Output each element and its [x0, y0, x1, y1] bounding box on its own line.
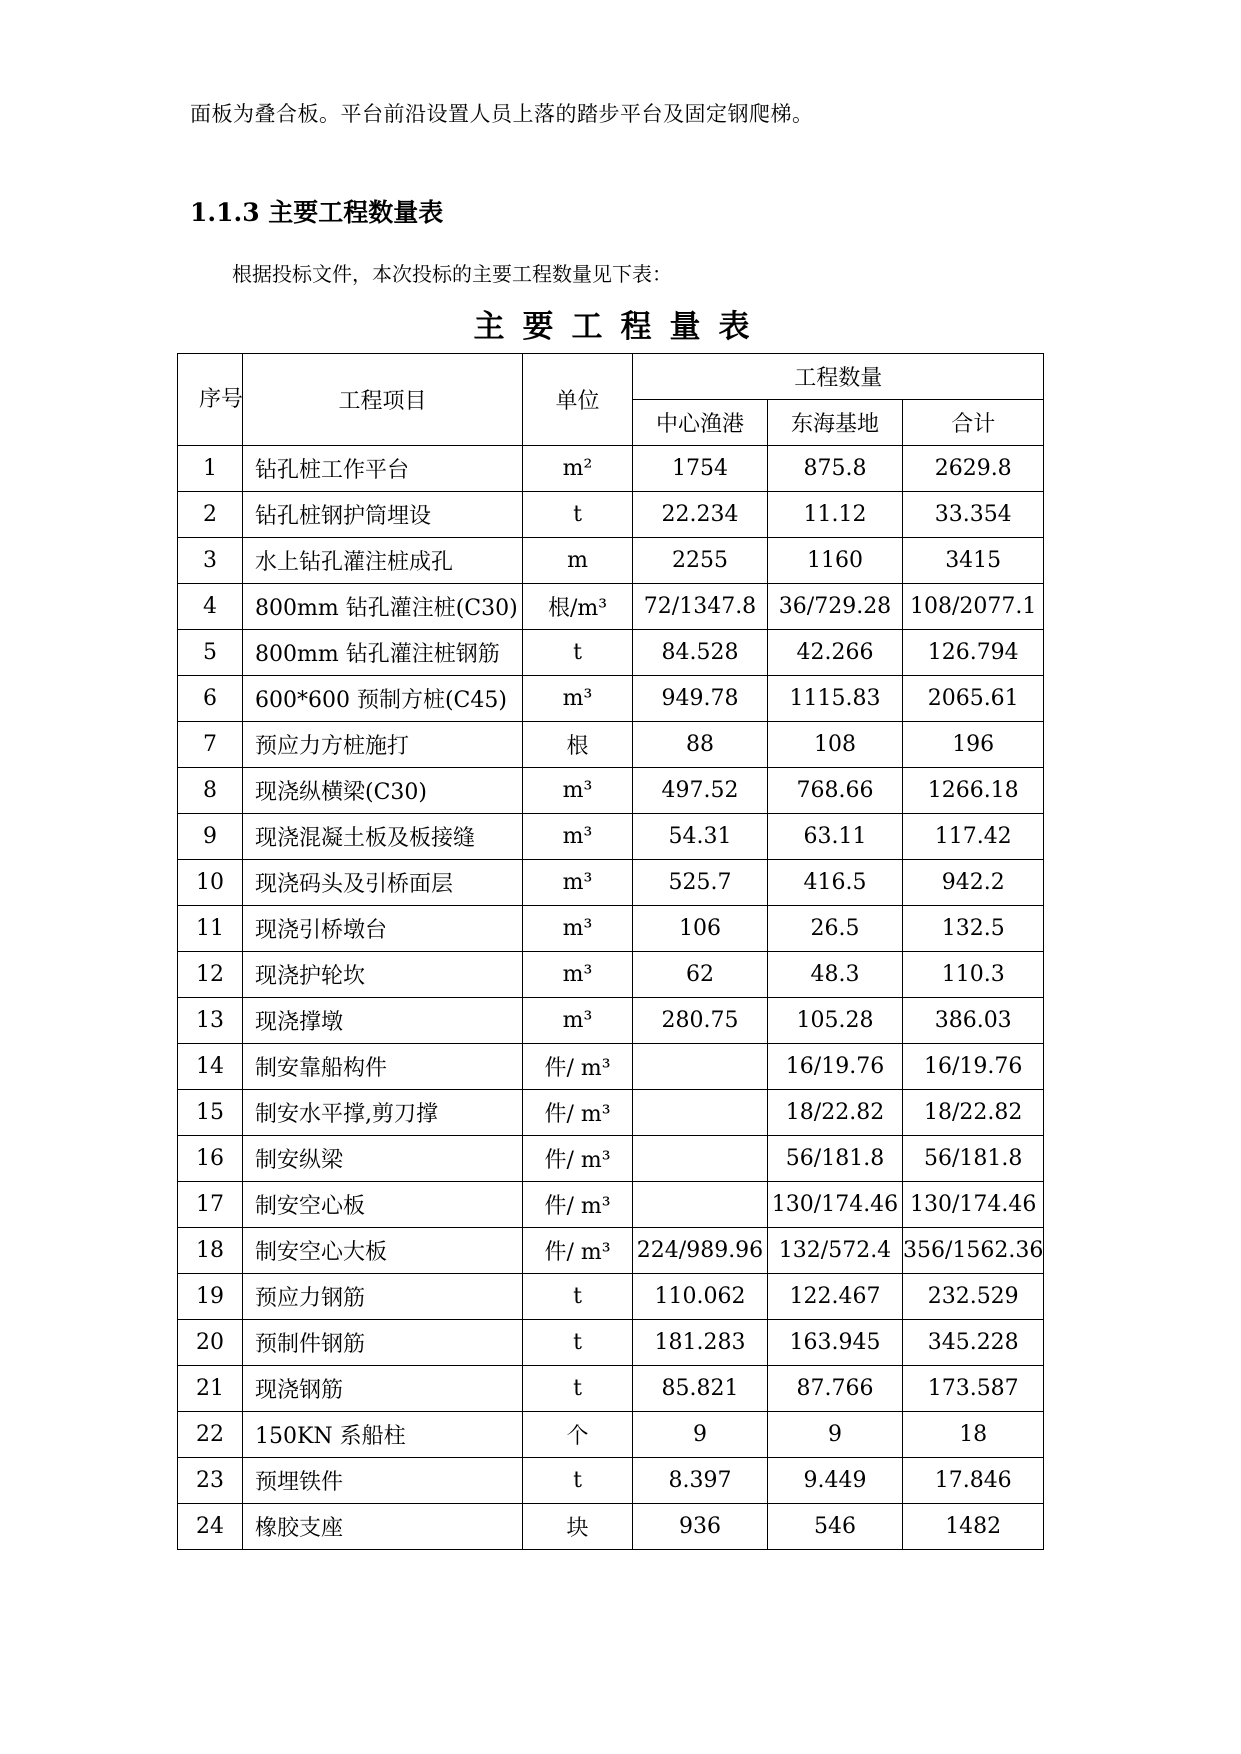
table-row [178, 630, 1044, 676]
cell-no: 15 [178, 1090, 243, 1136]
cell-col-b: 768.66 [768, 768, 903, 814]
cell-item: 钻孔桩钢护筒埋设 [243, 492, 523, 538]
cell-item: 预应力钢筋 [243, 1274, 523, 1320]
cell-col-total: 56/181.8 [903, 1136, 1044, 1182]
cell-col-a: 1754 [633, 446, 768, 492]
table-row [178, 1412, 1044, 1458]
cell-col-b: 26.5 [768, 906, 903, 952]
table-row [178, 998, 1044, 1044]
cell-unit: m³ [523, 998, 633, 1044]
cell-unit: 件/ m³ [523, 1090, 633, 1136]
cell-col-a: 525.7 [633, 860, 768, 906]
cell-col-total: 232.529 [903, 1274, 1044, 1320]
cell-item: 150KN 系船柱 [243, 1412, 523, 1458]
cell-item: 橡胶支座 [243, 1504, 523, 1550]
quantity-table [177, 353, 1044, 1550]
cell-col-a: 110.062 [633, 1274, 768, 1320]
cell-no: 8 [178, 768, 243, 814]
cell-item: 预应力方桩施打 [243, 722, 523, 768]
cell-no: 12 [178, 952, 243, 998]
cell-col-total: 33.354 [903, 492, 1044, 538]
cell-item: 现浇钢筋 [243, 1366, 523, 1412]
cell-col-b: 16/19.76 [768, 1044, 903, 1090]
cell-item: 现浇护轮坎 [243, 952, 523, 998]
cell-col-a: 8.397 [633, 1458, 768, 1504]
cell-col-b: 546 [768, 1504, 903, 1550]
cell-col-total: 173.587 [903, 1366, 1044, 1412]
table-row [178, 1228, 1044, 1274]
cell-col-b: 11.12 [768, 492, 903, 538]
cell-col-total: 132.5 [903, 906, 1044, 952]
cell-col-total: 110.3 [903, 952, 1044, 998]
cell-unit: t [523, 492, 633, 538]
cell-col-b: 18/22.82 [768, 1090, 903, 1136]
cell-no: 16 [178, 1136, 243, 1182]
cell-col-total: 117.42 [903, 814, 1044, 860]
cell-col-b: 36/729.28 [768, 584, 903, 630]
cell-col-a: 9 [633, 1412, 768, 1458]
cell-item: 制安靠船构件 [243, 1044, 523, 1090]
cell-col-b: 56/181.8 [768, 1136, 903, 1182]
cell-item: 预制件钢筋 [243, 1320, 523, 1366]
cell-col-b: 105.28 [768, 998, 903, 1044]
cell-item: 制安纵梁 [243, 1136, 523, 1182]
cell-no: 9 [178, 814, 243, 860]
cell-col-a [633, 1136, 768, 1182]
cell-col-total: 1482 [903, 1504, 1044, 1550]
table-row [178, 1090, 1044, 1136]
cell-col-total: 196 [903, 722, 1044, 768]
cell-col-total: 2629.8 [903, 446, 1044, 492]
cell-col-b: 132/572.4 [768, 1228, 903, 1274]
cell-item: 制安水平撑,剪刀撑 [243, 1090, 523, 1136]
cell-col-b: 42.266 [768, 630, 903, 676]
cell-col-total: 386.03 [903, 998, 1044, 1044]
cell-col-a: 84.528 [633, 630, 768, 676]
cell-col-total: 16/19.76 [903, 1044, 1044, 1090]
cell-unit: m³ [523, 814, 633, 860]
cell-col-total: 345.228 [903, 1320, 1044, 1366]
cell-unit: m² [523, 446, 633, 492]
cell-col-a [633, 1090, 768, 1136]
cell-col-total: 356/1562.36 [903, 1228, 1044, 1274]
cell-item: 水上钻孔灌注桩成孔 [243, 538, 523, 584]
cell-unit: 根/m³ [523, 584, 633, 630]
table-row [178, 768, 1044, 814]
table-row [178, 1274, 1044, 1320]
cell-unit: 件/ m³ [523, 1228, 633, 1274]
table-row [178, 1458, 1044, 1504]
table-row [178, 1504, 1044, 1550]
cell-no: 11 [178, 906, 243, 952]
cell-col-b: 108 [768, 722, 903, 768]
cell-col-total: 108/2077.1 [903, 584, 1044, 630]
cell-col-b: 1160 [768, 538, 903, 584]
cell-col-a: 280.75 [633, 998, 768, 1044]
cell-no: 5 [178, 630, 243, 676]
cell-item: 800mm 钻孔灌注桩钢筋 [243, 630, 523, 676]
cell-no: 7 [178, 722, 243, 768]
table-row [178, 538, 1044, 584]
cell-unit: 件/ m³ [523, 1182, 633, 1228]
cell-col-b: 9 [768, 1412, 903, 1458]
cell-col-b: 416.5 [768, 860, 903, 906]
cell-item: 600*600 预制方桩(C45) [243, 676, 523, 722]
header-col-b: 东海基地 [768, 400, 903, 446]
cell-unit: t [523, 630, 633, 676]
cell-col-b: 875.8 [768, 446, 903, 492]
cell-col-total: 3415 [903, 538, 1044, 584]
cell-col-a: 88 [633, 722, 768, 768]
cell-item: 制安空心大板 [243, 1228, 523, 1274]
cell-item: 现浇撑墩 [243, 998, 523, 1044]
cell-col-total: 1266.18 [903, 768, 1044, 814]
cell-no: 13 [178, 998, 243, 1044]
cell-col-a: 22.234 [633, 492, 768, 538]
table-row [178, 1136, 1044, 1182]
cell-no: 17 [178, 1182, 243, 1228]
cell-col-b: 1115.83 [768, 676, 903, 722]
cell-no: 18 [178, 1228, 243, 1274]
cell-col-b: 87.766 [768, 1366, 903, 1412]
table-row [178, 676, 1044, 722]
cell-no: 22 [178, 1412, 243, 1458]
cell-unit: t [523, 1320, 633, 1366]
cell-col-a: 62 [633, 952, 768, 998]
cell-col-a [633, 1182, 768, 1228]
paragraph-continuation: 面板为叠合板。平台前沿设置人员上落的踏步平台及固定钢爬梯。 [190, 102, 814, 126]
cell-col-b: 130/174.46 [768, 1182, 903, 1228]
cell-col-b: 163.945 [768, 1320, 903, 1366]
header-quantity-group: 工程数量 [633, 354, 1044, 400]
cell-col-a: 936 [633, 1504, 768, 1550]
table-row [178, 906, 1044, 952]
cell-item: 现浇混凝土板及板接缝 [243, 814, 523, 860]
cell-unit: m³ [523, 906, 633, 952]
header-col-a: 中心渔港 [633, 400, 768, 446]
cell-no: 1 [178, 446, 243, 492]
cell-no: 23 [178, 1458, 243, 1504]
cell-unit: m³ [523, 676, 633, 722]
table-row [178, 492, 1044, 538]
table-row [178, 722, 1044, 768]
section-heading: 1.1.3 主要工程数量表 [190, 198, 444, 227]
table-row [178, 1182, 1044, 1228]
cell-unit: 件/ m³ [523, 1044, 633, 1090]
table-row [178, 814, 1044, 860]
header-unit: 单位 [523, 354, 633, 446]
table-row [178, 1320, 1044, 1366]
cell-item: 制安空心板 [243, 1182, 523, 1228]
cell-no: 24 [178, 1504, 243, 1550]
table-row [178, 584, 1044, 630]
cell-unit: 件/ m³ [523, 1136, 633, 1182]
table-row [178, 1366, 1044, 1412]
cell-no: 6 [178, 676, 243, 722]
cell-col-a: 497.52 [633, 768, 768, 814]
cell-no: 20 [178, 1320, 243, 1366]
cell-unit: t [523, 1274, 633, 1320]
cell-item: 现浇码头及引桥面层 [243, 860, 523, 906]
cell-col-a: 181.283 [633, 1320, 768, 1366]
cell-col-a: 2255 [633, 538, 768, 584]
cell-unit: m³ [523, 952, 633, 998]
cell-col-total: 126.794 [903, 630, 1044, 676]
cell-col-a [633, 1044, 768, 1090]
intro-paragraph: 根据投标文件，本次投标的主要工程数量见下表： [232, 262, 672, 286]
header-seq: 序号 [178, 354, 243, 446]
cell-unit: m [523, 538, 633, 584]
cell-col-a: 72/1347.8 [633, 584, 768, 630]
cell-unit: 块 [523, 1504, 633, 1550]
cell-unit: 根 [523, 722, 633, 768]
cell-col-total: 18/22.82 [903, 1090, 1044, 1136]
cell-unit: t [523, 1366, 633, 1412]
cell-no: 4 [178, 584, 243, 630]
cell-col-total: 942.2 [903, 860, 1044, 906]
table-row [178, 1044, 1044, 1090]
cell-no: 3 [178, 538, 243, 584]
table-title: 主要工程量表 [473, 309, 768, 345]
cell-unit: m³ [523, 768, 633, 814]
cell-item: 800mm 钻孔灌注桩(C30) [243, 584, 523, 630]
table-row [178, 446, 1044, 492]
cell-col-total: 18 [903, 1412, 1044, 1458]
cell-item: 现浇纵横梁(C30) [243, 768, 523, 814]
table-row [178, 860, 1044, 906]
cell-col-b: 48.3 [768, 952, 903, 998]
cell-no: 19 [178, 1274, 243, 1320]
table-header-row [178, 354, 1044, 400]
cell-col-b: 9.449 [768, 1458, 903, 1504]
cell-item: 钻孔桩工作平台 [243, 446, 523, 492]
cell-col-a: 949.78 [633, 676, 768, 722]
cell-no: 2 [178, 492, 243, 538]
cell-no: 10 [178, 860, 243, 906]
cell-unit: m³ [523, 860, 633, 906]
table-row [178, 952, 1044, 998]
cell-col-a: 106 [633, 906, 768, 952]
cell-col-b: 63.11 [768, 814, 903, 860]
cell-item: 现浇引桥墩台 [243, 906, 523, 952]
cell-col-total: 2065.61 [903, 676, 1044, 722]
cell-col-a: 85.821 [633, 1366, 768, 1412]
cell-col-a: 54.31 [633, 814, 768, 860]
cell-no: 21 [178, 1366, 243, 1412]
header-item: 工程项目 [243, 354, 523, 446]
cell-col-a: 224/989.96 [633, 1228, 768, 1274]
cell-unit: t [523, 1458, 633, 1504]
cell-col-total: 130/174.46 [903, 1182, 1044, 1228]
header-col-total: 合计 [903, 400, 1044, 446]
cell-item: 预埋铁件 [243, 1458, 523, 1504]
cell-unit: 个 [523, 1412, 633, 1458]
cell-no: 14 [178, 1044, 243, 1090]
cell-col-b: 122.467 [768, 1274, 903, 1320]
cell-col-total: 17.846 [903, 1458, 1044, 1504]
